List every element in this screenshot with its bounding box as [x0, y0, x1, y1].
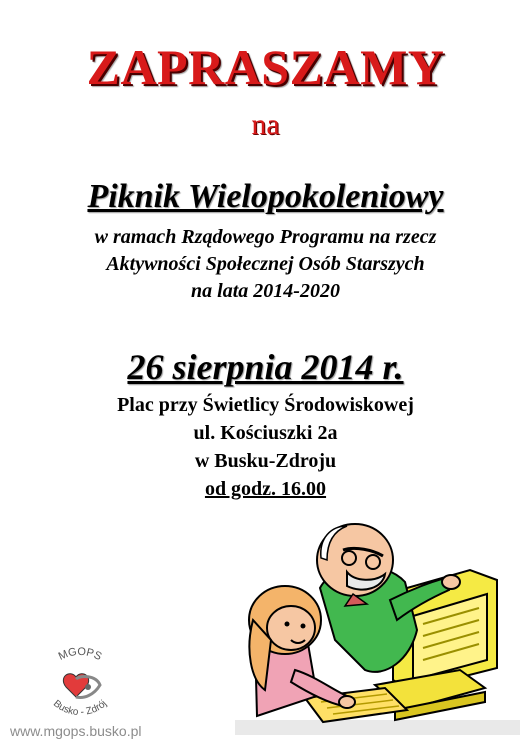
event-time: od godz. 16.00: [204, 478, 327, 500]
program-line-1: w ramach Rządowego Programu na rzecz: [94, 226, 437, 248]
invitation-headline: ZAPRASZAMY: [86, 39, 445, 95]
program-line-2: Aktywności Społecznej Osób Starszych: [106, 253, 425, 275]
svg-text:MGOPS: [57, 646, 104, 663]
location-line-2: ul. Kościuszki 2a: [193, 422, 338, 444]
svg-text:Busko - Zdrój: [51, 698, 109, 718]
website-url[interactable]: www.mgops.busko.pl: [10, 723, 142, 739]
logo-top-text: MGOPS: [56, 645, 104, 663]
logo-bottom-text: Busko - Zdrój: [51, 698, 110, 719]
event-date: 26 sierpnia 2014 r.: [127, 347, 404, 387]
connector-word: na: [251, 108, 280, 141]
location-line-1: Plac przy Świetlicy Środowiskowej: [117, 394, 414, 416]
event-title: Piknik Wielopokoleniowy: [87, 178, 444, 215]
location-line-3: w Busku-Zdroju: [194, 450, 337, 472]
grandparent-child-computer-illustration: [235, 520, 520, 735]
program-line-3: na lata 2014-2020: [191, 280, 340, 302]
mgops-logo: [30, 645, 130, 720]
